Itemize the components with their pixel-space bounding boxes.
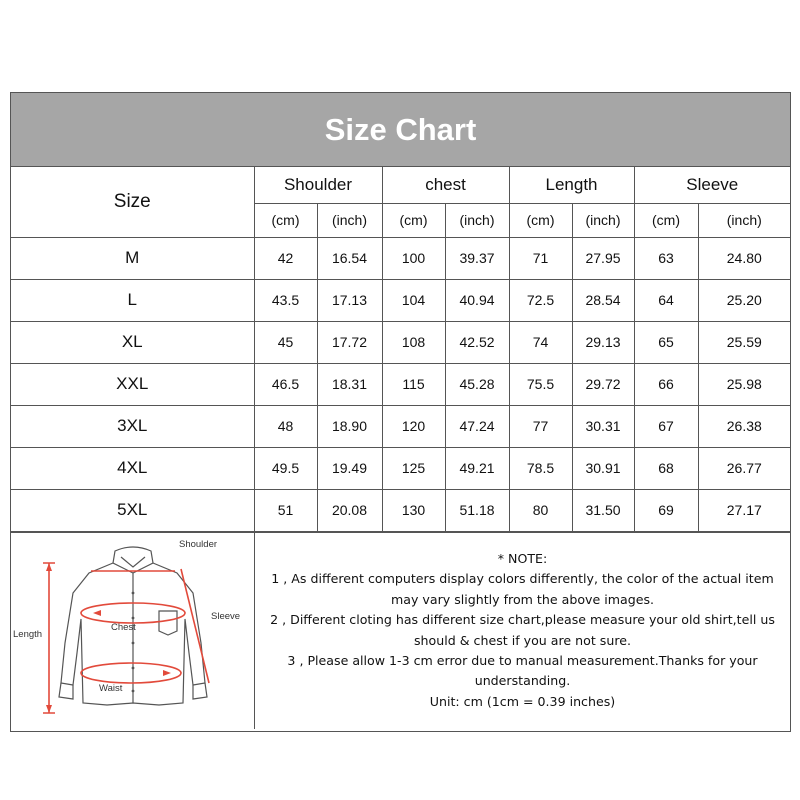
shirt-diagram-svg xyxy=(11,533,254,729)
table-cell: 29.13 xyxy=(572,321,634,363)
table-cell: 27.17 xyxy=(698,489,790,531)
table-row xyxy=(11,321,790,363)
note-3: 3 , Please allow 1-3 cm error due to manual measurement.Thanks for your understanding. xyxy=(287,652,758,689)
table-cell: 42 xyxy=(254,237,317,279)
unit-header: (cm) xyxy=(254,203,317,237)
table-cell: 45 xyxy=(254,321,317,363)
table-cell: 47.24 xyxy=(445,405,509,447)
table-cell: 65 xyxy=(634,321,698,363)
table-cell: 67 xyxy=(634,405,698,447)
table-cell: 43.5 xyxy=(254,279,317,321)
table-row xyxy=(11,279,790,321)
group-header-row xyxy=(11,167,790,203)
table-cell: 30.31 xyxy=(572,405,634,447)
table-cell: 69 xyxy=(634,489,698,531)
note-heading: * NOTE: xyxy=(497,550,548,566)
length-label: Length xyxy=(13,628,43,640)
size-rows xyxy=(11,237,790,531)
table-row xyxy=(11,405,790,447)
table-cell: 46.5 xyxy=(254,363,317,405)
group-header-length: Length xyxy=(509,167,634,203)
note-1: 1 , As different computers display colors differently, the color of the actual item may vary slightly from the above images. xyxy=(271,571,774,607)
table-cell: 100 xyxy=(382,237,445,279)
sleeve-label: Sleeve xyxy=(211,610,241,622)
table-cell: 39.37 xyxy=(445,237,509,279)
note-2: 2 , Different cloting has different size chart,please measure your old shirt,tell us should & chest if you are not sure. xyxy=(270,612,775,648)
size-label: M xyxy=(11,237,254,279)
group-header-shoulder: Shoulder xyxy=(254,167,382,203)
table-cell: 115 xyxy=(382,363,445,405)
unit-note: Unit: cm (1cm = 0.39 inches) xyxy=(429,693,616,709)
table-cell: 120 xyxy=(382,405,445,447)
table-cell: 25.59 xyxy=(698,321,790,363)
table-cell: 28.54 xyxy=(572,279,634,321)
table-cell: 78.5 xyxy=(509,447,572,489)
waist-label: Waist xyxy=(99,682,123,694)
table-cell: 125 xyxy=(382,447,445,489)
size-table xyxy=(11,167,790,532)
unit-header: (inch) xyxy=(572,203,634,237)
table-cell: 40.94 xyxy=(445,279,509,321)
table-cell: 25.20 xyxy=(698,279,790,321)
table-cell: 24.80 xyxy=(698,237,790,279)
table-cell: 80 xyxy=(509,489,572,531)
size-column-header: Size xyxy=(11,167,254,237)
table-cell: 26.77 xyxy=(698,447,790,489)
size-label: L xyxy=(11,279,254,321)
chart-title: Size Chart xyxy=(11,93,790,167)
table-row xyxy=(11,363,790,405)
size-label: XL xyxy=(11,321,254,363)
table-cell: 45.28 xyxy=(445,363,509,405)
unit-header: (inch) xyxy=(445,203,509,237)
table-cell: 74 xyxy=(509,321,572,363)
table-cell: 42.52 xyxy=(445,321,509,363)
table-cell: 17.13 xyxy=(317,279,382,321)
shirt-measurement-diagram xyxy=(11,533,255,729)
table-cell: 26.38 xyxy=(698,405,790,447)
table-cell: 51 xyxy=(254,489,317,531)
table-cell: 68 xyxy=(634,447,698,489)
table-cell: 17.72 xyxy=(317,321,382,363)
table-cell: 49.21 xyxy=(445,447,509,489)
unit-header: (inch) xyxy=(698,203,790,237)
table-cell: 27.95 xyxy=(572,237,634,279)
group-header-sleeve: Sleeve xyxy=(634,167,790,203)
table-cell: 72.5 xyxy=(509,279,572,321)
table-cell: 25.98 xyxy=(698,363,790,405)
table-cell: 66 xyxy=(634,363,698,405)
table-cell: 29.72 xyxy=(572,363,634,405)
table-cell: 20.08 xyxy=(317,489,382,531)
unit-header: (cm) xyxy=(509,203,572,237)
table-cell: 51.18 xyxy=(445,489,509,531)
table-row xyxy=(11,447,790,489)
group-header-chest: chest xyxy=(382,167,509,203)
table-cell: 130 xyxy=(382,489,445,531)
table-cell: 18.90 xyxy=(317,405,382,447)
size-label: XXL xyxy=(11,363,254,405)
table-cell: 48 xyxy=(254,405,317,447)
table-row xyxy=(11,237,790,279)
table-row xyxy=(11,489,790,531)
unit-header: (cm) xyxy=(634,203,698,237)
table-cell: 108 xyxy=(382,321,445,363)
chest-label: Chest xyxy=(111,621,136,633)
unit-header: (cm) xyxy=(382,203,445,237)
table-cell: 16.54 xyxy=(317,237,382,279)
table-cell: 64 xyxy=(634,279,698,321)
table-cell: 18.31 xyxy=(317,363,382,405)
size-label: 5XL xyxy=(11,489,254,531)
table-cell: 75.5 xyxy=(509,363,572,405)
table-cell: 19.49 xyxy=(317,447,382,489)
table-cell: 77 xyxy=(509,405,572,447)
table-cell: 49.5 xyxy=(254,447,317,489)
table-cell: 104 xyxy=(382,279,445,321)
size-chart-sheet xyxy=(10,92,791,732)
notes-panel xyxy=(255,533,790,729)
unit-header: (inch) xyxy=(317,203,382,237)
size-label: 3XL xyxy=(11,405,254,447)
size-label: 4XL xyxy=(11,447,254,489)
table-cell: 30.91 xyxy=(572,447,634,489)
shoulder-label: Shoulder xyxy=(179,538,218,550)
table-cell: 63 xyxy=(634,237,698,279)
table-cell: 31.50 xyxy=(572,489,634,531)
table-cell: 71 xyxy=(509,237,572,279)
info-section xyxy=(11,532,790,729)
